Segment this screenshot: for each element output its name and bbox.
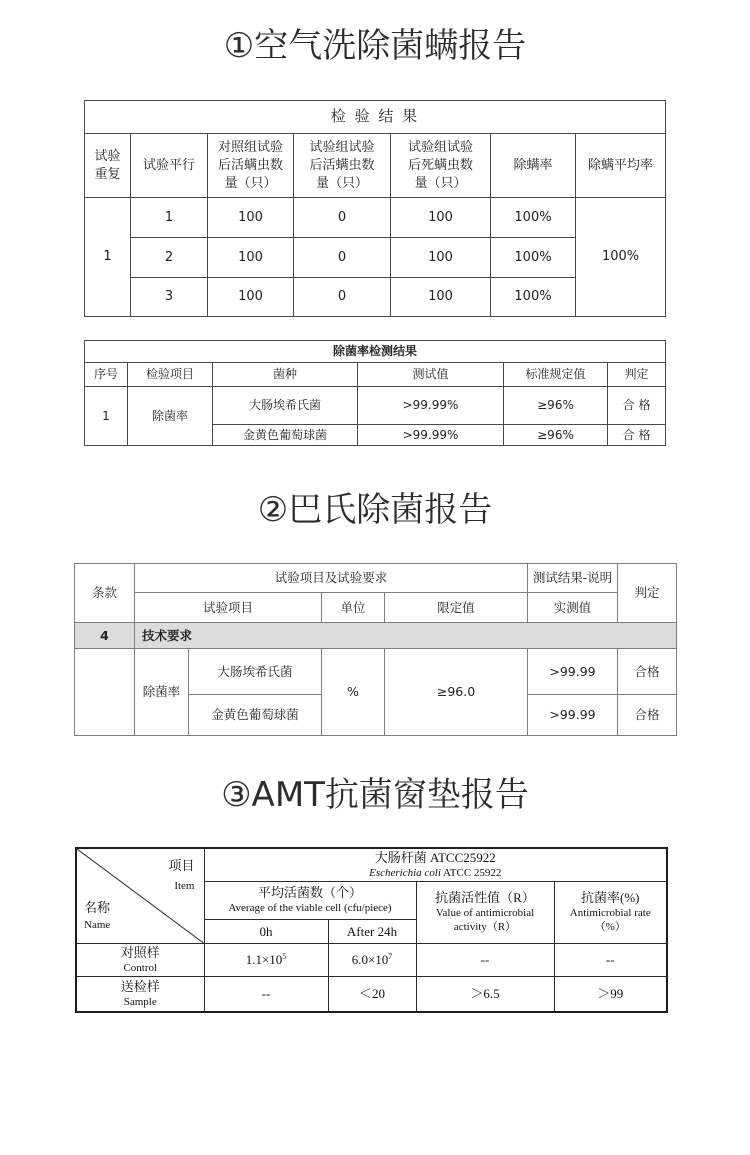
measured-value: >99.99 [528, 649, 618, 695]
count-24h-exponent: 7 [388, 952, 393, 961]
header-verdict: 判定 [608, 363, 666, 387]
amt-report-title: ③AMT抗菌窗垫报告 [221, 775, 529, 815]
species-name: Escherichia coli [369, 866, 441, 879]
verdict-value: 合 格 [608, 387, 666, 425]
strain-name-cn: 大肠杆菌 ATCC25922 [374, 849, 496, 865]
control-alive-value: 100 [208, 198, 294, 238]
header-measured: 实测值 [528, 593, 618, 623]
limit-value: ≥96.0 [385, 649, 528, 736]
header-row [75, 564, 677, 593]
sample-name-cn: 送检样 [120, 978, 160, 994]
test-dead-value: 100 [391, 198, 491, 238]
clause-blank-cell [75, 649, 135, 736]
test-value: >99.99% [358, 425, 504, 446]
corner-header-cell [76, 848, 204, 944]
count-24h: ＜20 [328, 977, 416, 1012]
section-clause-number: 4 [75, 623, 135, 649]
corner-item-label-en: Item [174, 880, 195, 892]
header-strain: 菌种 [213, 363, 358, 387]
amt-antibacterial-table [75, 847, 668, 1013]
activity-value: ＞6.5 [416, 977, 554, 1012]
sample-name-cell [76, 944, 204, 977]
average-rate-value: 100% [576, 198, 666, 317]
section-row [75, 623, 677, 649]
header-standard: 标准规定值 [504, 363, 608, 387]
test-alive-value: 0 [294, 238, 391, 278]
header-unit: 单位 [322, 593, 385, 623]
header-rate: 除螨率 [491, 134, 576, 198]
table-row [76, 944, 667, 977]
pasteur-report-title: ②巴氏除菌报告 [257, 490, 493, 530]
table-row [76, 977, 667, 1012]
avg-viable-cn: 平均活菌数（个） [257, 885, 362, 901]
header-test-dead: 试验组试验 后死螨虫数 量（只） [391, 134, 491, 198]
header-repeat: 试验 重复 [85, 134, 131, 198]
control-alive-value: 100 [208, 238, 294, 278]
corner-header [77, 849, 204, 943]
header-item: 检验项目 [128, 363, 213, 387]
measured-value: >99.99 [528, 695, 618, 736]
avg-viable-header [204, 881, 416, 920]
repeat-value: 1 [85, 198, 131, 317]
corner-item-label: 项目 [168, 858, 195, 873]
rate-value: -- [554, 944, 667, 977]
sample-name-en: Control [123, 962, 158, 974]
rate-value: 100% [491, 238, 576, 278]
header-items-requirements: 试验项目及试验要求 [135, 564, 528, 593]
rate-header [554, 881, 667, 944]
strain-header [204, 848, 667, 881]
rate-value: 100% [491, 198, 576, 238]
time-0h-header: 0h [204, 920, 328, 944]
activity-en: Value of antimicrobial activity（R） [435, 907, 535, 934]
strain-name-en [205, 866, 667, 880]
activity-cn: 抗菌活性值（R） [435, 890, 535, 906]
parallel-value: 2 [131, 238, 208, 278]
row-item: 除菌率 [135, 649, 189, 736]
header-row [85, 363, 666, 387]
control-alive-value: 100 [208, 278, 294, 317]
activity-header [416, 881, 554, 944]
header-verdict: 判定 [618, 564, 677, 623]
header-limit: 限定值 [385, 593, 528, 623]
standard-value: ≥96% [504, 387, 608, 425]
header-clause: 条款 [75, 564, 135, 623]
time-24h-header: After 24h [328, 920, 416, 944]
header-control-alive: 对照组试验 后活螨虫数 量（只） [208, 134, 294, 198]
activity-value: -- [416, 944, 554, 977]
row-item: 除菌率 [128, 387, 213, 446]
strain-name: 大肠埃希氏菌 [189, 649, 322, 695]
table-row [85, 387, 666, 425]
caption-row [85, 341, 666, 363]
header-row [85, 134, 666, 198]
header-row [75, 593, 677, 623]
sample-name-cell [76, 977, 204, 1012]
header-row [76, 848, 667, 881]
sterilization-results-table [84, 340, 666, 446]
verdict-value: 合格 [618, 695, 677, 736]
rate-en: Antimicrobial rate （%） [569, 907, 651, 934]
test-dead-value: 100 [391, 238, 491, 278]
count-0h-base: 1.1×10 [245, 952, 283, 967]
unit-value: % [322, 649, 385, 736]
verdict-value: 合 格 [608, 425, 666, 446]
strain-name: 大肠埃希氏菌 [213, 387, 358, 425]
rate-value: ＞99 [554, 977, 667, 1012]
count-0h: -- [204, 977, 328, 1012]
count-0h-exponent: 5 [282, 952, 287, 961]
header-result-note: 测试结果-说明 [528, 564, 618, 593]
sample-name-en: Sample [123, 995, 157, 1008]
caption-row [85, 101, 666, 134]
header-no: 序号 [85, 363, 128, 387]
strain-code: ATCC 25922 [443, 866, 502, 879]
mite-table-caption: 检 验 结 果 [85, 101, 666, 134]
table-row [75, 649, 677, 695]
parallel-value: 1 [131, 198, 208, 238]
rate-cn: 抗菌率(%) [581, 890, 640, 906]
corner-name-label: 名称 [84, 900, 111, 915]
avg-viable-en: Average of the viable cell (cfu/piece) [228, 902, 392, 915]
header-test-item: 试验项目 [135, 593, 322, 623]
test-value: >99.99% [358, 387, 504, 425]
count-24h-base: 6.0×10 [351, 952, 389, 967]
parallel-value: 3 [131, 278, 208, 317]
strain-name: 金黄色葡萄球菌 [213, 425, 358, 446]
header-parallel: 试验平行 [131, 134, 208, 198]
test-dead-value: 100 [391, 278, 491, 317]
row-no: 1 [85, 387, 128, 446]
standard-value: ≥96% [504, 425, 608, 446]
verdict-value: 合格 [618, 649, 677, 695]
section-label: 技术要求 [135, 623, 677, 649]
header-test-alive: 试验组试验 后活螨虫数 量（只） [294, 134, 391, 198]
test-alive-value: 0 [294, 278, 391, 317]
header-test-value: 测试值 [358, 363, 504, 387]
count-24h [328, 944, 416, 977]
header-average-rate: 除螨平均率 [576, 134, 666, 198]
rate-value: 100% [491, 278, 576, 317]
count-0h [204, 944, 328, 977]
strain-name: 金黄色葡萄球菌 [189, 695, 322, 736]
test-alive-value: 0 [294, 198, 391, 238]
pasteur-results-table [74, 563, 677, 736]
corner-name-label-en: Name [84, 919, 111, 931]
mite-report-title: ①空气洗除菌螨报告 [223, 26, 527, 66]
sterilization-table-caption: 除菌率检测结果 [85, 341, 666, 363]
table-row [85, 198, 666, 238]
sample-name-cn: 对照样 [120, 945, 160, 960]
mite-results-table [84, 100, 666, 317]
